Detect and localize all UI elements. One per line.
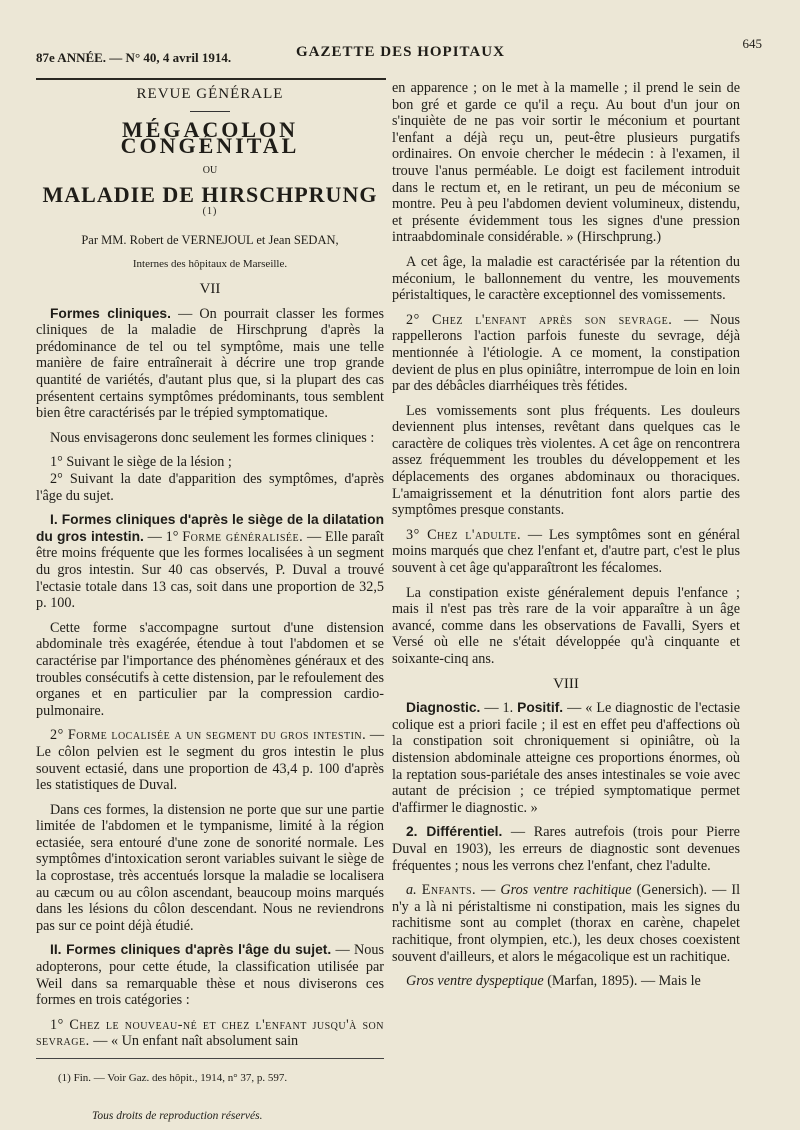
paragraph: en apparence ; on le met à la mamelle ; il prend le sein de bon gré et garde ce qu'il a reçu. Au bout d'un jour on s'inquiète de ne pas voir sortir le méconium et pourtant l'enfant a déjà reçu un, peut-être plusieurs purgatifs ordinaires. On envoie chercher le médecin : à l'examen, il trouve l'anus perméable. Le doigt est facilement introduit dans le rectum et, en le retirant, un peu de méconium se montre. Peu à peu l'abdomen devient volumineux, distendu, et présente évidemment tous les signes d'une pression intraabdominale considérable. » (Hirschprung.) — [392, 80, 740, 246]
footnote-ref: (1) — [202, 205, 218, 217]
paragraph — [392, 824, 740, 874]
paragraph-text: — — [476, 882, 501, 899]
section-number: VIII — [553, 675, 579, 692]
footnote: (1) Fin. — Voir Gaz. des hôpit., 1914, n° 37, p. 597. — [58, 1072, 288, 1084]
paragraph-text: (Marfan, 1895). — Mais le — [543, 973, 701, 990]
paragraph — [36, 306, 384, 422]
page-header — [36, 36, 762, 76]
subtitle-text: MALADIE DE HIRSCHPRUNG — [42, 182, 378, 208]
paragraph: Dans ces formes, la distension ne porte que sur une partie limitée de l'abdomen et le tympanisme, limité à la région ectasiée, sera entouré d'une zone de sonorité normale. Les symptômes d'intoxication seront variables suivant le siège de la coprostase, très accentués lorsque la maladie se localisera au cæcum ou au côlon ascendant, beaucoup moins marqués dans les lésions du côlon descendant. Nous ne reviendrons pas sur ce point déjà étudié. — [36, 801, 384, 934]
paragraph-text: — Rares autrefois (trois pour Pierre Duval en 1903), les erreurs de diagnostic sont devenues fréquentes ; nous les verrons chez l'enfant, chez l'adulte. — [392, 824, 740, 874]
paragraph — [36, 1017, 384, 1050]
article-title: MÉGACOLON CONGÉNITAL — [120, 116, 300, 159]
paragraph — [36, 512, 384, 612]
paragraph-text: — Le côlon pelvien est le segment du gros intestin le plus souvent ectasié, dans une proportion de 43,4 p. 100 d'après les statistiques de Duval. — [36, 727, 385, 794]
paragraph-text: — « Le diagnostic de l'ectasie colique est a priori facile ; il est en effet peu d'affections où la constipation soit chroniquement si opiniâtre, où la distension abdominale atteigne ces proportions énormes, où la reptation sous-pariétale des anses intestinales se voie avec autant de précision ; ce trépied symptomatique permet d'affirmer le diagnostic. » — [392, 700, 741, 816]
paragraph — [392, 312, 740, 395]
right-column — [392, 80, 740, 998]
paragraph-heading: 2. Différentiel. — [406, 824, 503, 840]
small-caps-heading: 1° Chez le nouveau-né et chez l'enfant jusqu'à son sevrage. — [36, 1016, 384, 1050]
author-affiliation: Internes des hôpitaux de Marseille. — [132, 258, 288, 271]
paragraph-heading: Formes cliniques. — [50, 305, 171, 321]
header-rule — [36, 78, 386, 80]
paragraph — [392, 700, 740, 816]
title-conjunction: OU — [202, 164, 218, 176]
paragraph-text: — On pourrait classer les formes cliniques de la maladie de Hirschprung d'après la prédominance de tel ou tel symptôme, mais une telle manière de faire entraînerait à décrire une trop grande quantité de variétés, d'autant plus que, si la plupart des cas présentent certains symptômes prédominants, tous semblent bien être caractérisés par le trépied symptomatique. — [36, 305, 385, 422]
paragraph-text: — Nous rappellerons l'action parfois funeste du sevrage, déjà mentionnée à l'étiologie. A ce moment, la constipation devient de plus en plus opiniâtre, interrompue de loin en loin par des débâcles diarrhéiques très fétides. — [392, 311, 740, 395]
paragraph-heading: II. Formes cliniques d'après l'âge du sujet. — [50, 942, 332, 958]
rubrique: REVUE GÉNÉRALE — [136, 86, 284, 102]
paragraph: 1° Suivant le siège de la lésion ; — [50, 454, 232, 471]
paragraph-text: — Les symptômes sont en général moins marqués que chez l'enfant et, d'autre part, c'est le plus souvent à cet âge qu'apparaîtront les fécalomes. — [392, 526, 741, 577]
paragraph — [392, 973, 740, 990]
authors: Par MM. Robert de VERNEJOUL et Jean SEDAN, — [81, 232, 339, 247]
paragraph-text: — 1° — [143, 528, 183, 545]
paragraph — [392, 527, 740, 577]
rights-notice: Tous droits de reproduction réservés. — [92, 1110, 263, 1122]
paragraph-text: — 1. — [480, 700, 518, 717]
paragraph-text: — Elle paraît être moins fréquente que les formes localisées à un segment du gros intestin. Sur 40 cas observés, P. Duval a trouvé l'ectasie totale dans 13 cas, soit dans une proportion de 32,5 p. 100. — [36, 528, 384, 612]
page-number: 645 — [742, 36, 762, 51]
paragraph: Les vomissements sont plus fréquents. Les douleurs deviennent plus intenses, revêtant dans quelques cas le caractère de coliques très violentes. A cet âge on rencontrera assez fréquemment les troubles du développement et les déplacements des organes abdominaux ou thoraciques. L'amaigrissement et la dénutrition font alors partie des symptômes presque constants. — [392, 402, 740, 519]
paragraph — [392, 882, 740, 965]
paragraph-heading: Positif. — [517, 700, 564, 716]
paragraph: Nous envisagerons donc seulement les formes cliniques : — [50, 429, 375, 446]
journal-title: GAZETTE DES HOPITAUX — [296, 44, 505, 60]
italic-term: Gros ventre dyspeptique — [406, 973, 544, 990]
left-column — [36, 86, 384, 1058]
small-caps-heading: Enfants. — [421, 882, 477, 899]
paragraph-text: (Genersich). — Il n'y a là ni péristaltisme ni constipation, mais les signes du rachitisme sont au complet (thorax en carène, chapelet rachitique, front olympien, etc.), les deux choses coexistent souvent d'ailleurs, et alors le mégacolique est un rachitique. — [392, 882, 741, 965]
issue-line: 87e ANNÉE. — N° 40, 4 avril 1914. — [36, 50, 232, 65]
paragraph-heading: Diagnostic. — [406, 700, 481, 716]
paragraph-text: — « Un enfant naît absolument sain — [89, 1033, 299, 1050]
paragraph: La constipation existe généralement depuis l'enfance ; mais il n'est pas très rare de la voir apparaître à un âge avancé, comme dans les observations de Favalli, Syers et Versé où elle ne s'était développée qu'à cinquante et soixante-cinq ans. — [392, 584, 740, 667]
italic-term: Gros ventre rachitique — [500, 882, 632, 899]
small-caps-heading: 3° Chez l'adulte. — [406, 526, 522, 543]
paragraph: Cette forme s'accompagne surtout d'une distension abdominale très exagérée, étendue à tout l'abdomen et se caractérise par l'importance des phénomènes généraux et des troubles consécutifs à cette distension, par le refoulement des organes et en particulier par la compression cardio-pulmonaire. — [36, 619, 384, 719]
paragraph: A cet âge, la maladie est caractérisée par la rétention du méconium, le ballonnement du ventre, les mouvements péristaltiques, le caractère exceptionnel des vomissements. — [392, 253, 740, 304]
paragraph-text: — Nous adopterons, pour cette étude, la classification utilisée par Weil dans sa remarquable thèse et nous diviserons ces formes en trois catégories : — [36, 942, 384, 1009]
section-number: VII — [199, 281, 221, 298]
title-divider — [190, 111, 230, 112]
footnote-rule — [36, 1058, 384, 1059]
small-caps-heading: 2° Chez l'enfant après son sevrage. — [406, 311, 673, 328]
paragraph — [36, 727, 384, 793]
paragraph-heading: I. Formes cliniques d'après le siège de la dilatation du gros intestin. — [36, 512, 384, 544]
small-caps-heading: 2° Forme localisée a un segment du gros intestin. — [50, 727, 367, 744]
paragraph — [36, 942, 384, 1008]
paragraph: 2° Suivant la date d'apparition des symptômes, d'après l'âge du sujet. — [36, 471, 384, 504]
list-marker: a. — [406, 882, 422, 899]
small-caps-heading: Forme généralisée. — [182, 528, 304, 545]
article-subtitle — [36, 182, 384, 224]
